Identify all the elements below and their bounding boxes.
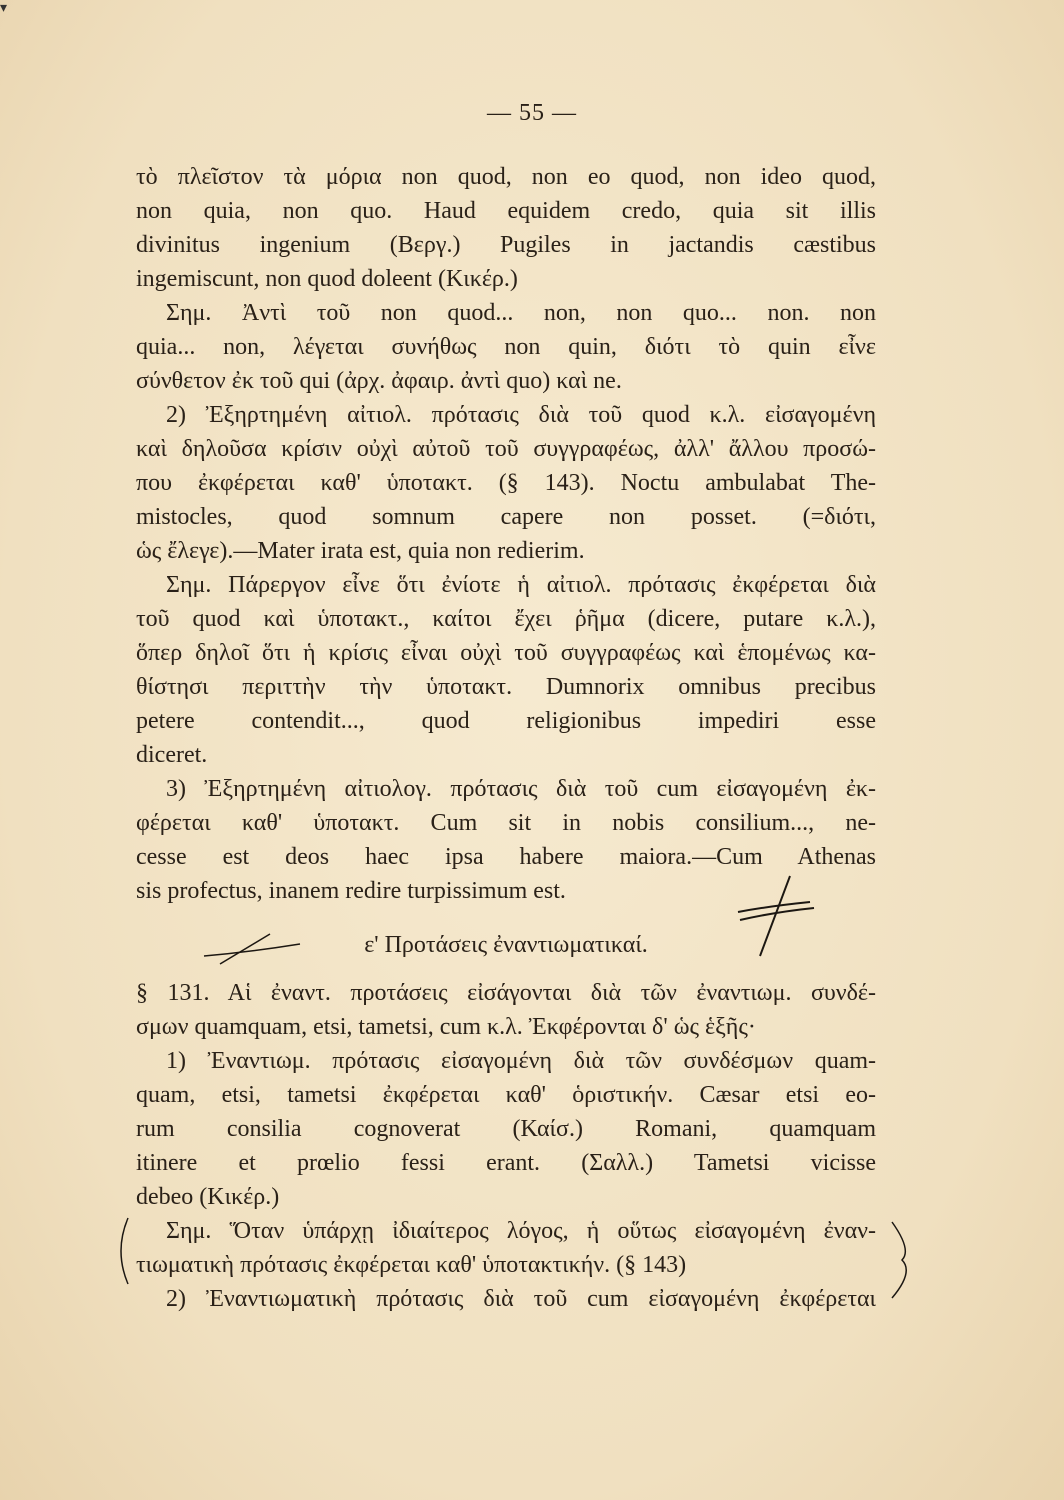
text-line: non quia, non quo. Haud equidem credo, quia sit illis [136, 198, 876, 224]
corner-tick-mark: ▾ [0, 1, 8, 16]
note-line: Σημ. Ὅταν ὑπάρχῃ ἰδιαίτερος λόγος, ἡ οὕτως εἰσαγομένη ἐναν- [166, 1218, 876, 1244]
text-line: quia... non, λέγεται συνήθως non quin, διότι τὸ quin εἶνε [136, 334, 876, 360]
text-line: quam, etsi, tametsi ἐκφέρεται καθ' ὁριστικήν. Cæsar etsi eo- [136, 1082, 876, 1108]
page-number: — 55 — [487, 100, 577, 126]
text-line: ὅπερ δηλοῖ ὅτι ἡ κρίσις εἶναι οὐχὶ τοῦ συγγραφέως καὶ ἑπομένως κα- [136, 640, 876, 666]
page-body [136, 160, 876, 1316]
text-line: τιωματικὴ πρότασις ἐκφέρεται καθ' ὑποτακτικήν. (§ 143) [136, 1252, 687, 1278]
text-line: σύνθετον ἐκ τοῦ qui (ἀρχ. ἀφαιρ. ἀντὶ quo) καὶ ne. [136, 368, 622, 394]
numbered-item-line: 2) Ἐξηρτημένη αἰτιολ. πρότασις διὰ τοῦ quod κ.λ. εἰσαγομένη [166, 402, 876, 428]
text-line: σμων quamquam, etsi, tametsi, cum κ.λ. Ἐκφέρονται δ' ὡς ἑξῆς· [136, 1014, 756, 1040]
note-line: Σημ. Πάρεργον εἶνε ὅτι ἐνίοτε ἡ αἰτιολ. πρότασις ἐκφέρεται διὰ [166, 572, 876, 598]
pen-bracket-mark [888, 1220, 918, 1300]
text-line: ingemiscunt, non quod doleent (Κικέρ.) [136, 266, 518, 292]
numbered-item-line: 2) Ἐναντιωματικὴ πρότασις διὰ τοῦ cum εἰσαγομένη ἐκφέρεται [166, 1286, 876, 1312]
text-line: θίστησι περιττὴν τὴν ὑποτακτ. Dumnorix omnibus precibus [136, 674, 876, 700]
text-line: rum consilia cognoverat (Καίσ.) Romani, quamquam [136, 1116, 876, 1142]
pen-underline-mark [200, 930, 310, 970]
numbered-item-line: 1) Ἐναντιωμ. πρότασις εἰσαγομένη διὰ τῶν συνδέσμων quam- [166, 1048, 876, 1074]
pen-strike-mark [730, 872, 820, 962]
text-line: sis profectus, inanem redire turpissimum est. [136, 878, 566, 904]
text-line: mistocles, quod somnum capere non posset. (=διότι, [136, 504, 876, 530]
section-paragraph-line: § 131. Αἱ ἐναντ. προτάσεις εἰσάγονται διὰ τῶν ἐναντιωμ. συνδέ- [136, 980, 876, 1006]
text-line: petere contendit..., quod religionibus impediri esse [136, 708, 876, 734]
text-line: φέρεται καθ' ὑποτακτ. Cum sit in nobis consilium..., ne- [136, 810, 876, 836]
text-line: καὶ δηλοῦσα κρίσιν οὐχὶ αὐτοῦ τοῦ συγγραφέως, ἀλλ' ἄλλου προσώ- [136, 436, 876, 462]
text-line: itinere et prœlio fessi erant. (Σαλλ.) Tametsi vicisse [136, 1150, 876, 1176]
text-line: cesse est deos haec ipsa habere maiora.—Cum Athenas [136, 844, 876, 870]
text-line: ὡς ἔλεγε).—Mater irata est, quia non redierim. [136, 538, 585, 564]
note-line: Σημ. Ἀντὶ τοῦ non quod... non, non quo... non. non [166, 300, 876, 326]
text-line: divinitus ingenium (Βεργ.) Pugiles in jactandis cæstibus [136, 232, 876, 258]
text-line: τὸ πλεῖστον τὰ μόρια non quod, non eo quod, non ideo quod, [136, 164, 876, 190]
text-line: που ἐκφέρεται καθ' ὑποτακτ. (§ 143). Noctu ambulabat The- [136, 470, 876, 496]
pen-bracket-mark [112, 1216, 132, 1286]
section-heading: ε' Προτάσεις ἐναντιωματικαί. [364, 932, 648, 958]
text-line: debeo (Κικέρ.) [136, 1184, 280, 1210]
numbered-item-line: 3) Ἐξηρτημένη αἰτιολογ. πρότασις διὰ τοῦ cum εἰσαγομένη ἐκ- [166, 776, 876, 802]
text-line: τοῦ quod καὶ ὑποτακτ., καίτοι ἔχει ῥῆμα (dicere, putare κ.λ.), [136, 606, 876, 632]
text-line: diceret. [136, 742, 208, 768]
